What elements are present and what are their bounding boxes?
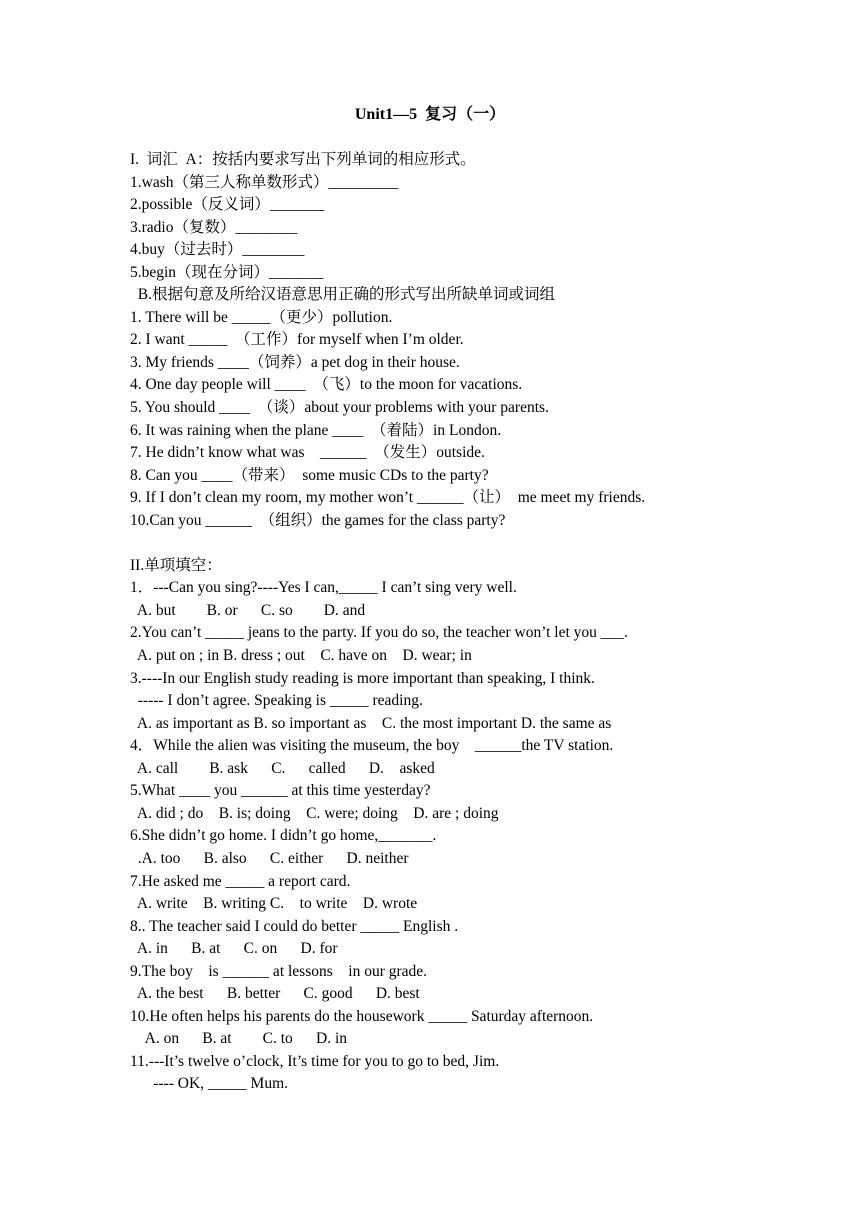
- page-title: Unit1—5 复习（一）: [354, 106, 506, 123]
- section-2-heading: II.单项填空：: [130, 556, 222, 574]
- section-1-heading: I. 词汇 A：按括内要求写出下列单词的相应形式。: [130, 151, 476, 168]
- vocab-b-item: 1. There will be _____（更少）pollution.: [130, 308, 393, 326]
- options-line: A. call B. ask C. called D. asked: [130, 759, 435, 777]
- question-line: 10.He often helps his parents do the housework _____ Saturday afternoon.: [130, 1007, 594, 1025]
- options-line: A. in B. at C. on D. for: [130, 940, 338, 958]
- document-body: [130, 149, 830, 1096]
- options-line: .A. too B. also C. either D. neither: [130, 849, 409, 867]
- question-line: ----- I don’t agree. Speaking is _____ reading.: [130, 692, 423, 710]
- vocab-a-item: 3.radio（复数）________: [130, 218, 298, 236]
- options-line: A. did ; do B. is; doing C. were; doing D. are ; doing: [130, 804, 499, 822]
- vocab-a-item: 1.wash（第三人称单数形式）_________: [130, 173, 399, 191]
- options-line: A. write B. writing C. to write D. wrote: [130, 895, 418, 913]
- options-line: A. but B. or C. so D. and: [130, 601, 366, 619]
- spacer: [130, 532, 830, 555]
- vocab-b-item: 3. My friends ____（饲养）a pet dog in their house.: [130, 353, 460, 371]
- vocab-b-item: 5. You should ____ （谈）about your problems with your parents.: [130, 399, 549, 417]
- vocab-b-item: 6. It was raining when the plane ____ （着陆）in London.: [130, 421, 502, 439]
- options-line: A. the best B. better C. good D. best: [130, 985, 420, 1003]
- options-line: A. on B. at C. to D. in: [130, 1030, 348, 1048]
- question-line: 2.You can’t _____ jeans to the party. If you do so, the teacher won’t let you ___.: [130, 624, 628, 642]
- vocab-a-item: 2.possible（反义词）_______: [130, 196, 325, 214]
- vocab-a-item: 5.begin（现在分词）_______: [130, 263, 324, 281]
- question-line: 7.He asked me _____ a report card.: [130, 872, 351, 890]
- vocab-a-item: 4.buy（过去时）________: [130, 241, 305, 259]
- question-line: 3.----In our English study reading is more important than speaking, I think.: [130, 669, 595, 687]
- question-line: 5.What ____ you ______ at this time yesterday?: [130, 782, 431, 800]
- vocab-b-item: 9. If I don’t clean my room, my mother won’t ______（让） me meet my friends.: [130, 489, 646, 507]
- options-line: A. as important as B. so important as C. the most important D. the same as: [130, 714, 612, 732]
- question-line: 9.The boy is ______ at lessons in our grade.: [130, 962, 428, 980]
- question-line: 11.---It’s twelve o’clock, It’s time for you to go to bed, Jim.: [130, 1052, 500, 1070]
- vocab-b-item: 10.Can you ______ （组织）the games for the class party?: [130, 511, 506, 529]
- question-line: 8.. The teacher said I could do better _____ English .: [130, 917, 459, 935]
- question-line: 4．While the alien was visiting the museum, the boy ______the TV station.: [130, 737, 614, 755]
- vocab-b-item: 4. One day people will ____ （飞）to the moon for vacations.: [130, 376, 523, 394]
- vocab-b-item: 8. Can you ____（带来） some music CDs to the party?: [130, 466, 489, 484]
- vocab-b-heading: B.根据句意及所给汉语意思用正确的形式写出所缺单词或词组: [130, 286, 555, 304]
- options-line: A. put on ; in B. dress ; out C. have on D. wear; in: [130, 647, 472, 665]
- vocab-b-item: 2. I want _____ （工作）for myself when I’m older.: [130, 331, 464, 349]
- question-line: 1．---Can you sing?----Yes I can,_____ I can’t sing very well.: [130, 579, 517, 597]
- question-line: ---- OK, _____ Mum.: [130, 1075, 288, 1093]
- vocab-b-item: 7. He didn’t know what was ______ （发生）outside.: [130, 444, 485, 462]
- question-line: 6.She didn’t go home. I didn’t go home,_______.: [130, 827, 437, 845]
